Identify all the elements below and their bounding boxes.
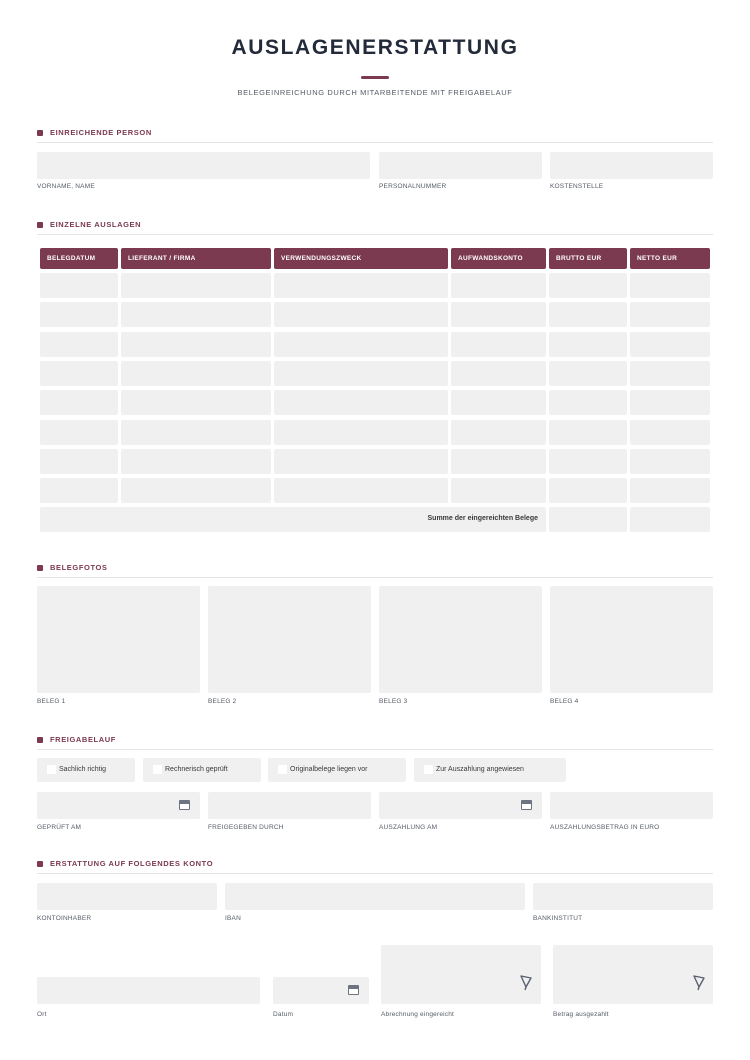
receipt-photo-label: BELEG 3 [379, 698, 408, 705]
expense-cell-purpose[interactable] [274, 420, 448, 445]
expense-cell-account[interactable] [451, 361, 546, 386]
checkbox-factually-correct[interactable] [37, 758, 135, 782]
payout-date-label: AUSZAHLUNG AM [379, 824, 438, 831]
section-title-account: ERSTATTUNG AUF FOLGENDES KONTO [50, 859, 214, 868]
expense-cell-date[interactable] [40, 332, 118, 357]
section-title-photos: BELEGFOTOS [50, 563, 108, 572]
checkbox-box[interactable] [153, 765, 162, 774]
date-label: Datum [273, 1011, 294, 1018]
expense-cell-account[interactable] [451, 478, 546, 503]
signature-pen-icon [520, 975, 532, 991]
cost-center-label: KOSTENSTELLE [550, 183, 604, 190]
section-title-approval: FREIGABELAUF [50, 735, 116, 744]
receipt-photo-3[interactable] [379, 586, 542, 693]
section-marker [37, 222, 43, 228]
expense-cell-net[interactable] [630, 390, 710, 415]
checkbox-label: Rechnerisch geprüft [165, 766, 228, 773]
receipt-photo-label: BELEG 4 [550, 698, 579, 705]
column-header-gross: BRUTTO EUR [549, 248, 627, 269]
expense-cell-account[interactable] [451, 273, 546, 298]
approved-by-input[interactable] [208, 792, 371, 819]
personnel-number-label: PERSONALNUMMER [379, 183, 447, 190]
sum-label: Summe der eingereichten Belege [427, 515, 538, 522]
expense-cell-gross[interactable] [549, 478, 627, 503]
column-header-net: NETTO EUR [630, 248, 710, 269]
expense-cell-purpose[interactable] [274, 478, 448, 503]
section-title-person: EINREICHENDE PERSON [50, 128, 152, 137]
expense-cell-net[interactable] [630, 273, 710, 298]
expense-cell-supplier[interactable] [121, 420, 271, 445]
column-header-account: AUFWANDSKONTO [451, 248, 546, 269]
calendar-icon[interactable] [348, 985, 359, 995]
page-title: AUSLAGENERSTATTUNG [231, 36, 519, 59]
checked-date-label: GEPRÜFT AM [37, 824, 82, 831]
title-underline [361, 76, 389, 79]
expense-cell-gross[interactable] [549, 302, 627, 327]
receipt-photo-label: BELEG 1 [37, 698, 66, 705]
sum-gross-input[interactable] [549, 507, 627, 532]
personnel-number-input[interactable] [379, 152, 542, 179]
account-holder-input[interactable] [37, 883, 217, 910]
section-header-account [37, 859, 713, 874]
checkbox-box[interactable] [278, 765, 287, 774]
expense-cell-supplier[interactable] [121, 273, 271, 298]
name-label: VORNAME, NAME [37, 183, 95, 190]
expense-cell-supplier[interactable] [121, 332, 271, 357]
calendar-icon[interactable] [521, 800, 532, 810]
receipt-photo-4[interactable] [550, 586, 713, 693]
expense-cell-gross[interactable] [549, 390, 627, 415]
bank-label: BANKINSTITUT [533, 915, 583, 922]
expense-cell-gross[interactable] [549, 449, 627, 474]
expense-cell-net[interactable] [630, 361, 710, 386]
expense-cell-account[interactable] [451, 449, 546, 474]
expense-cell-date[interactable] [40, 478, 118, 503]
expense-cell-purpose[interactable] [274, 302, 448, 327]
payout-amount-label: AUSZAHLUNGSBETRAG IN EURO [550, 824, 660, 831]
cost-center-input[interactable] [550, 152, 713, 179]
expense-cell-account[interactable] [451, 302, 546, 327]
bank-input[interactable] [533, 883, 713, 910]
calendar-icon[interactable] [179, 800, 190, 810]
signature-submitted-field[interactable] [381, 945, 541, 1004]
expense-cell-net[interactable] [630, 332, 710, 357]
expense-cell-purpose[interactable] [274, 390, 448, 415]
payout-date-input[interactable] [379, 792, 542, 819]
expense-cell-account[interactable] [451, 332, 546, 357]
receipt-photo-2[interactable] [208, 586, 371, 693]
expense-cell-gross[interactable] [549, 332, 627, 357]
checkbox-label: Originalbelege liegen vor [290, 766, 368, 773]
expense-cell-date[interactable] [40, 390, 118, 415]
expense-cell-supplier[interactable] [121, 478, 271, 503]
column-header-date: BELEGDATUM [40, 248, 118, 269]
receipt-photo-label: BELEG 2 [208, 698, 237, 705]
column-header-purpose: VERWENDUNGSZWECK [274, 248, 448, 269]
checkbox-payout-instructed[interactable] [414, 758, 566, 782]
account-holder-label: KONTOINHABER [37, 915, 92, 922]
section-marker [37, 130, 43, 136]
page-subtitle: BELEGEINREICHUNG DURCH MITARBEITENDE MIT FREIGABELAUF [237, 88, 513, 97]
checkbox-box[interactable] [47, 765, 56, 774]
expense-cell-net[interactable] [630, 478, 710, 503]
section-marker [37, 565, 43, 571]
expense-cell-purpose[interactable] [274, 361, 448, 386]
signature-pen-icon [693, 975, 705, 991]
expense-cell-date[interactable] [40, 302, 118, 327]
expense-cell-supplier[interactable] [121, 449, 271, 474]
section-header-person [37, 128, 713, 143]
section-header-expenses [37, 220, 713, 235]
iban-input[interactable] [225, 883, 525, 910]
expense-cell-supplier[interactable] [121, 361, 271, 386]
section-marker [37, 861, 43, 867]
expense-cell-purpose[interactable] [274, 449, 448, 474]
expense-cell-account[interactable] [451, 420, 546, 445]
iban-label: IBAN [225, 915, 241, 922]
expense-cell-net[interactable] [630, 449, 710, 474]
place-input[interactable] [37, 977, 260, 1004]
date-input[interactable] [273, 977, 369, 1004]
column-header-supplier: LIEFERANT / FIRMA [121, 248, 271, 269]
expense-cell-date[interactable] [40, 361, 118, 386]
expense-cell-supplier[interactable] [121, 302, 271, 327]
checkbox-original-receipts[interactable] [268, 758, 406, 782]
payout-amount-input[interactable] [550, 792, 713, 819]
expense-cell-gross[interactable] [549, 273, 627, 298]
section-header-approval [37, 735, 713, 750]
expense-cell-net[interactable] [630, 420, 710, 445]
checkbox-label: Zur Auszahlung angewiesen [436, 766, 524, 773]
expense-cell-date[interactable] [40, 449, 118, 474]
expense-cell-purpose[interactable] [274, 273, 448, 298]
expense-cell-purpose[interactable] [274, 332, 448, 357]
checked-date-input[interactable] [37, 792, 200, 819]
expense-cell-supplier[interactable] [121, 390, 271, 415]
checkbox-box[interactable] [424, 765, 433, 774]
approved-by-label: FREIGEGEBEN DURCH [208, 824, 284, 831]
expense-cell-date[interactable] [40, 420, 118, 445]
name-input[interactable] [37, 152, 370, 179]
expense-cell-account[interactable] [451, 390, 546, 415]
expense-cell-gross[interactable] [549, 420, 627, 445]
expense-cell-net[interactable] [630, 302, 710, 327]
checkbox-arithmetically-checked[interactable] [143, 758, 261, 782]
signature-paid-label: Betrag ausgezahlt [553, 1011, 609, 1018]
section-title-expenses: EINZELNE AUSLAGEN [50, 220, 142, 229]
place-label: Ort [37, 1011, 47, 1018]
signature-paid-field[interactable] [553, 945, 713, 1004]
sum-net-input[interactable] [630, 507, 710, 532]
expense-cell-gross[interactable] [549, 361, 627, 386]
section-header-photos [37, 563, 713, 578]
expense-cell-date[interactable] [40, 273, 118, 298]
signature-submitted-label: Abrechnung eingereicht [381, 1011, 455, 1018]
receipt-photo-1[interactable] [37, 586, 200, 693]
section-marker [37, 737, 43, 743]
checkbox-label: Sachlich richtig [59, 766, 107, 773]
